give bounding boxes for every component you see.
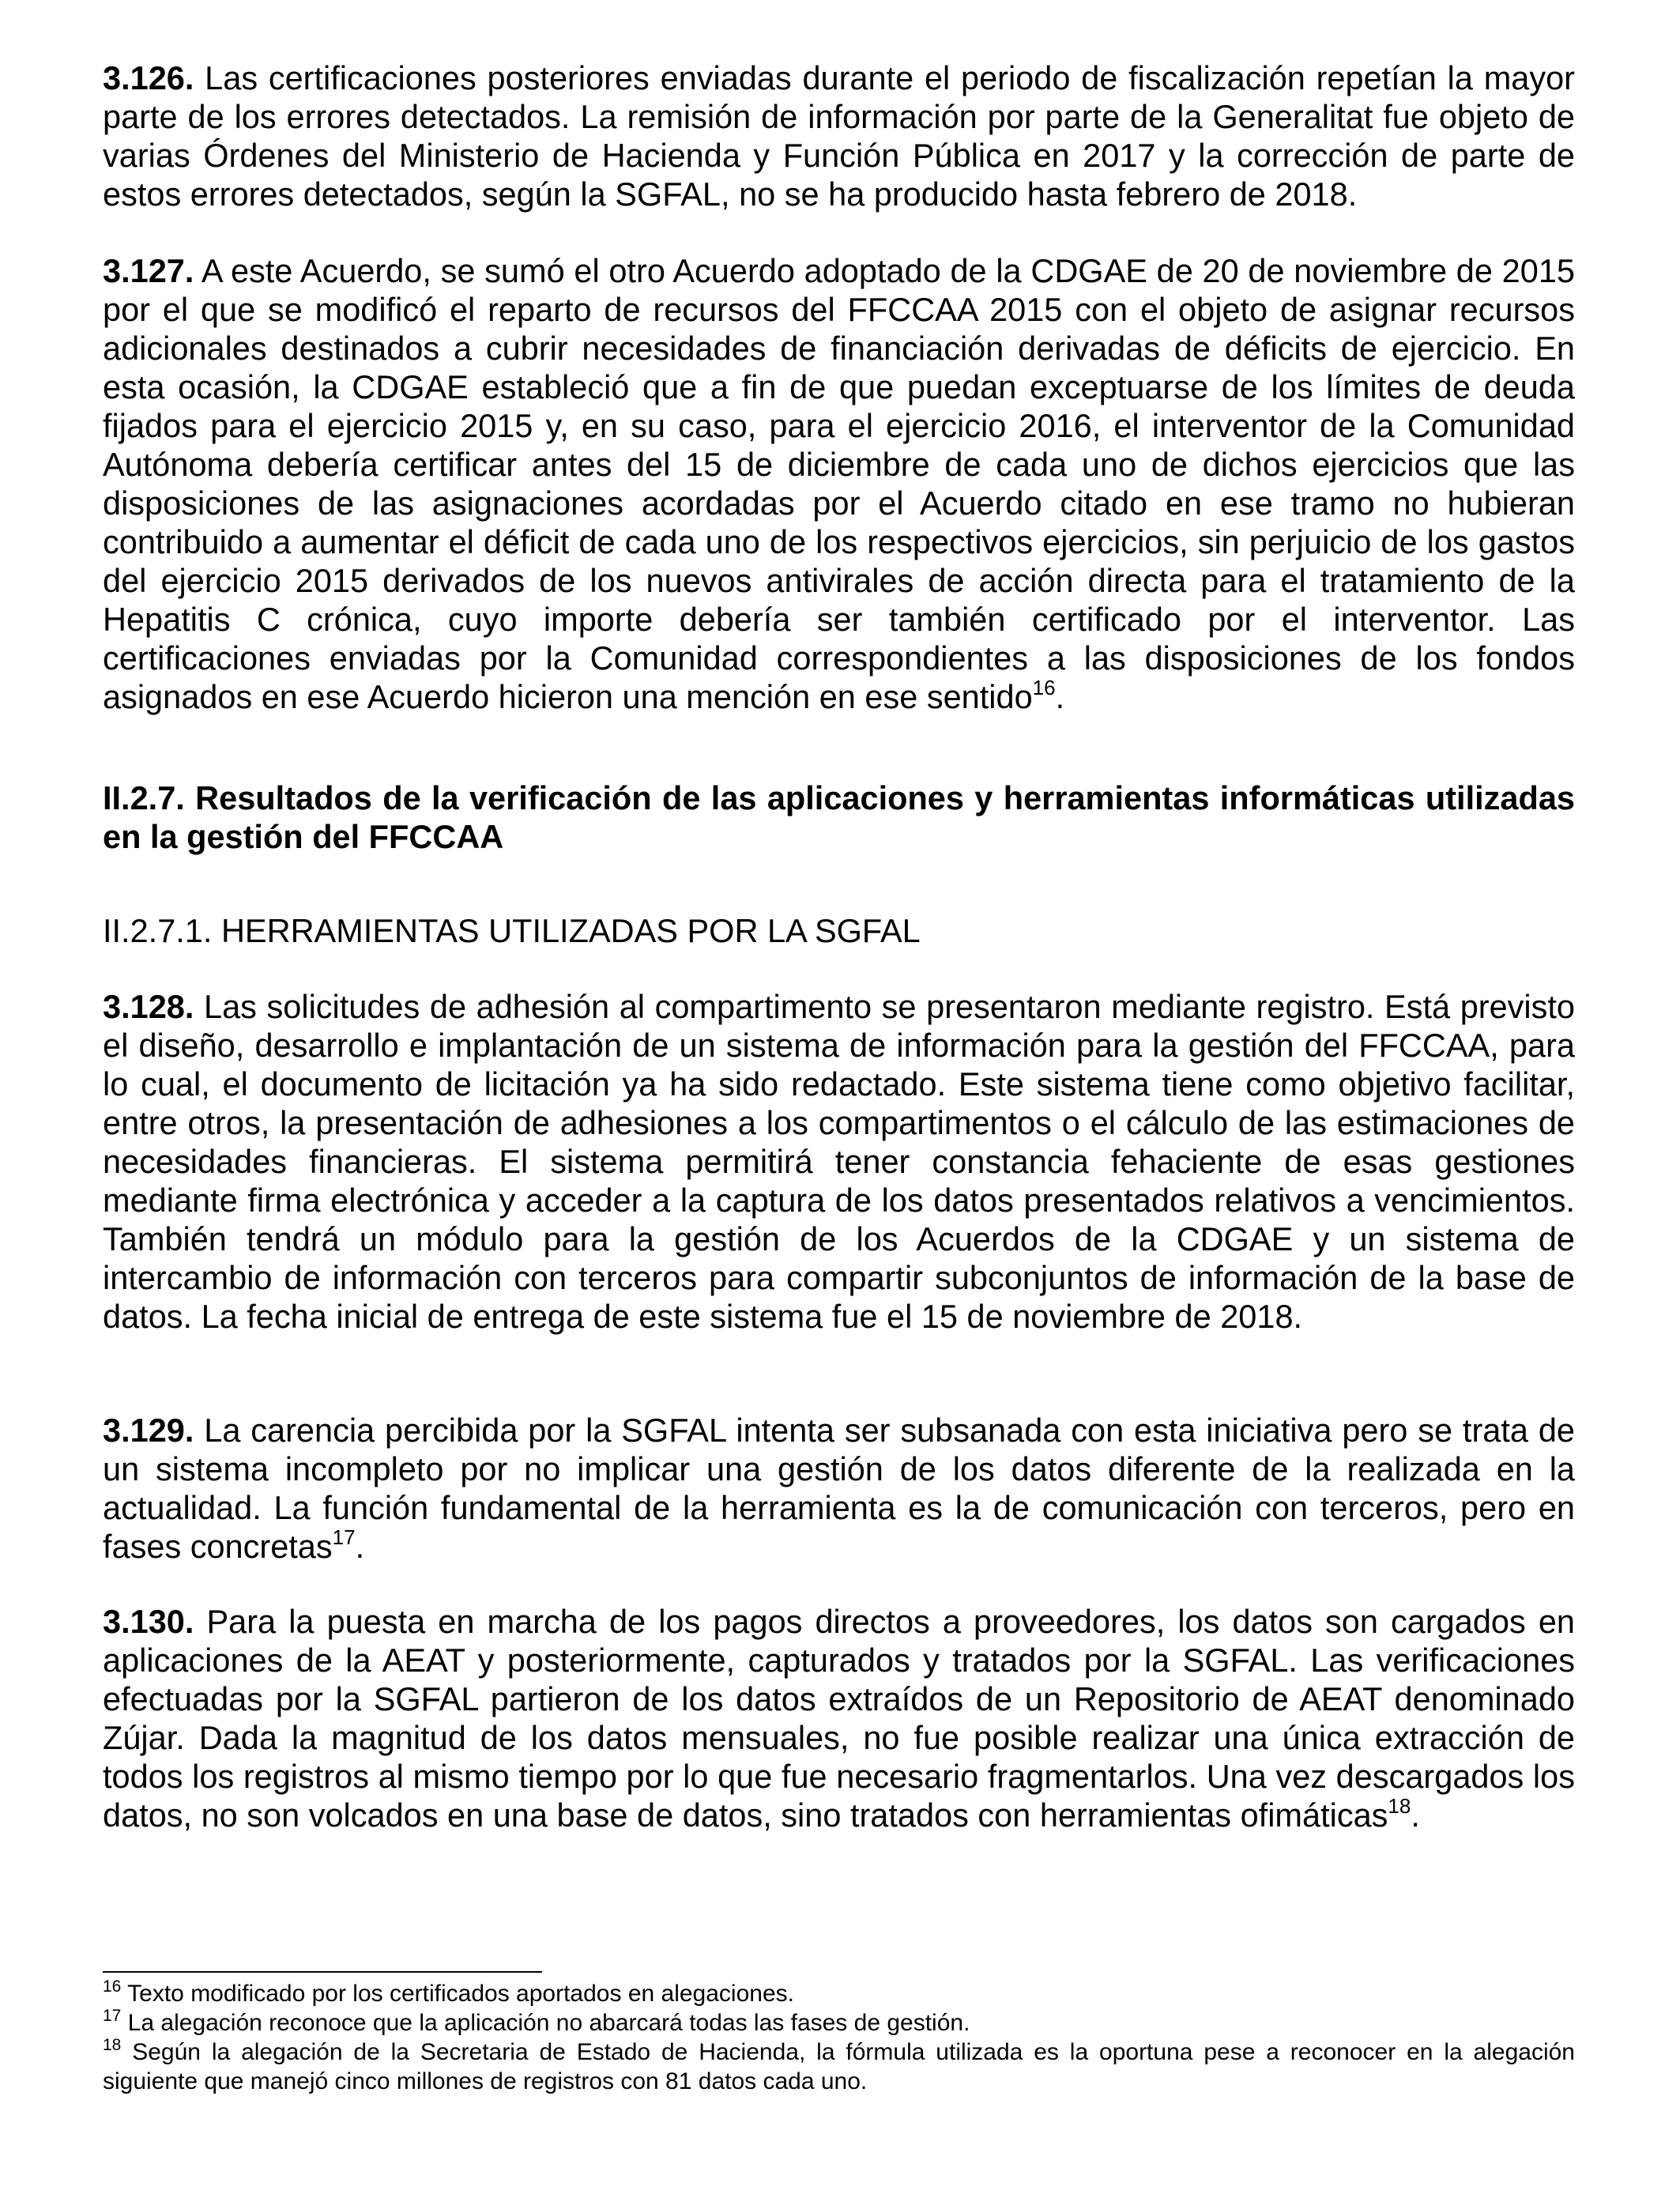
- paragraph-3-126: [103, 58, 1575, 213]
- paragraph-text-tail: .: [1411, 1796, 1420, 1834]
- subsection-heading: II.2.7.1. HERRAMIENTAS UTILIZADAS POR LA SGFAL: [103, 912, 921, 949]
- footnote-18: [103, 2038, 1575, 2096]
- footnote-text: Según la alegación de la Secretaria de Estado de Hacienda, la fórmula utilizada es la oportuna pese a reconocer en la alegación siguiente que manejó cinco millones de registros con 81 datos cada uno.: [103, 2039, 1575, 2094]
- footnote-reference[interactable]: 18: [1388, 1794, 1411, 1819]
- paragraph-number: 3.126.: [103, 59, 194, 96]
- footnote-reference[interactable]: 17: [332, 1525, 356, 1550]
- paragraph-text: A este Acuerdo, se sumó el otro Acuerdo adoptado de la CDGAE de 20 de noviembre de 2015 por el que se modificó el reparto de recursos del FFCCAA 2015 con el objeto de asignar recursos adicionales destinados a cubrir necesidades de financiación derivadas de déficits de ejercicio. En esta ocasión, la CDGAE estableció que a fin de que puedan exceptuarse de los límites de deuda fijados para el ejercicio 2015 y, en su caso, para el ejercicio 2016, el interventor de la Comunidad Autónoma debería certificar antes del 15 de diciembre de cada uno de dichos ejercicios que las disposiciones de las asignaciones acordadas por el Acuerdo citado en ese tramo no hubieran contribuido a aumentar el déficit de cada uno de los respectivos ejercicios, sin perjuicio de los gastos del ejercicio 2015 derivados de los nuevos antivirales de acción directa para el tratamiento de la Hepatitis C crónica, cuyo importe debería ser también certificado por el interventor. Las certificaciones enviadas por la Comunidad correspondientes a las disposiciones de los fondos asignados en ese Acuerdo hicieron una mención en ese sentido: [103, 252, 1575, 715]
- paragraph-3-130: [103, 1602, 1575, 1834]
- footnotes: [103, 1979, 1575, 2096]
- footnote-separator: [103, 1971, 542, 1973]
- paragraph-3-129: [103, 1411, 1575, 1566]
- paragraph-text-tail: .: [355, 1528, 365, 1565]
- paragraph-text: Las certificaciones posteriores enviadas durante el periodo de fiscalización repetían la mayor parte de los errores detectados. La remisión de información por parte de la Generalitat fue objeto de varias Órdenes del Ministerio de Hacienda y Función Pública en 2017 y la corrección de parte de estos errores detectados, según la SGFAL, no se ha producido hasta febrero de 2018.: [103, 59, 1575, 213]
- footnote-reference[interactable]: 16: [1032, 676, 1056, 700]
- footnote-17: [103, 2008, 1575, 2038]
- footnote-number: 18: [103, 2036, 122, 2054]
- paragraph-number: 3.127.: [103, 252, 194, 289]
- footnote-number: 17: [103, 2007, 122, 2025]
- footnote-text: La alegación reconoce que la aplicación no abarcará todas las fases de gestión.: [127, 2010, 970, 2036]
- paragraph-3-127: [103, 251, 1575, 716]
- paragraph-number: 3.128.: [103, 988, 194, 1025]
- paragraph-text: Las solicitudes de adhesión al compartimento se presentaron mediante registro. Está previsto el diseño, desarrollo e implantación de un sistema de información para la gestión del FFCCAA, para lo cual, el documento de licitación ya ha sido redactado. Este sistema tiene como objetivo facilitar, entre otros, la presentación de adhesiones a los compartimentos o el cálculo de las estimaciones de necesidades financieras. El sistema permitirá tener constancia fehaciente de esas gestiones mediante firma electrónica y acceder a la captura de los datos presentados relativos a vencimientos. También tendrá un módulo para la gestión de los Acuerdos de la CDGAE y un sistema de intercambio de información con terceros para compartir subconjuntos de información de la base de datos. La fecha inicial de entrega de este sistema fue el 15 de noviembre de 2018.: [103, 988, 1575, 1335]
- footnote-number: 16: [103, 1977, 122, 1996]
- paragraph-number: 3.130.: [103, 1603, 194, 1640]
- paragraph-number: 3.129.: [103, 1412, 194, 1449]
- section-heading: II.2.7. Resultados de la verificación de las aplicaciones y herramientas informáticas utilizadas en la gestión del FFCCAA: [103, 779, 1575, 855]
- paragraph-text: Para la puesta en marcha de los pagos directos a proveedores, los datos son cargados en aplicaciones de la AEAT y posteriormente, capturados y tratados por la SGFAL. Las verificaciones efectuadas por la SGFAL partieron de los datos extraídos de un Repositorio de AEAT denominado Zújar. Dada la magnitud de los datos mensuales, no fue posible realizar una única extracción de todos los registros al mismo tiempo por lo que fue necesario fragmentarlos. Una vez descargados los datos, no son volcados en una base de datos, sino tratados con herramientas ofimáticas: [103, 1603, 1575, 1834]
- paragraph-text: La carencia percibida por la SGFAL intenta ser subsanada con esta iniciativa pero se trata de un sistema incompleto por no implicar una gestión de los datos diferente de la realizada en la actualidad. La función fundamental de la herramienta es la de comunicación con terceros, pero en fases concretas: [103, 1412, 1575, 1565]
- paragraph-3-128: [103, 987, 1575, 1336]
- paragraph-text-tail: .: [1055, 678, 1065, 715]
- footnote-16: [103, 1979, 1575, 2008]
- footnote-text: Texto modificado por los certificados aportados en alegaciones.: [127, 1981, 794, 2007]
